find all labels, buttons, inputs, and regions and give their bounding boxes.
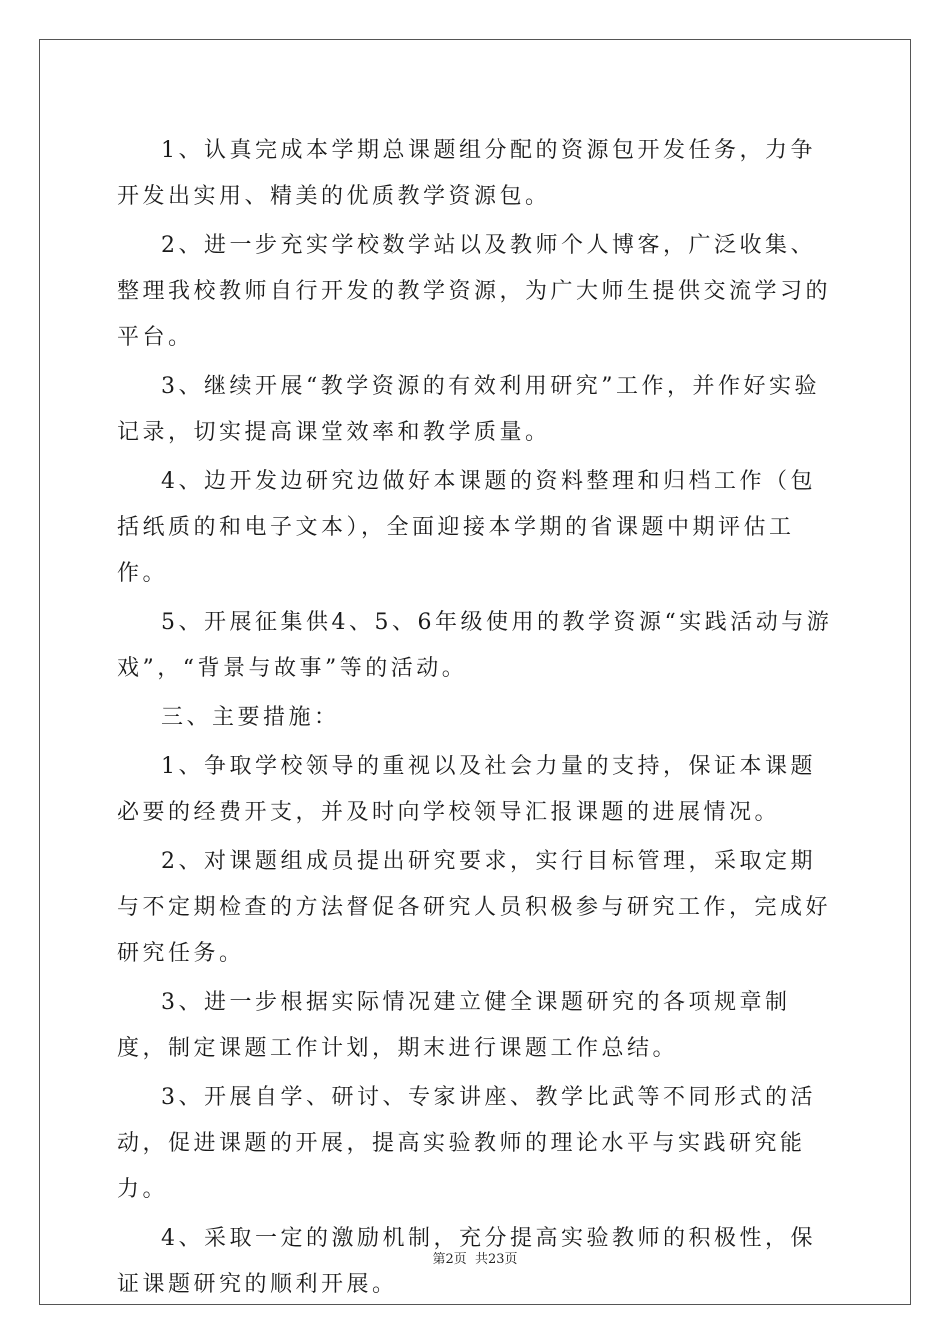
paragraph-goal-3: 3、继续开展“教学资源的有效利用研究”工作，并作好实验记录，切实提高课堂效率和教学质量。 [117, 374, 820, 445]
paragraph-measure-1: 1、争取学校领导的重视以及社会力量的支持，保证本课题必要的经费开支，并及时向学校领导汇报课题的进展情况。 [117, 754, 816, 825]
document-body [117, 128, 837, 1311]
paragraph-goal-5: 5、开展征集供4、5、6年级使用的教学资源“实践活动与游戏”，“背景与故事”等的活动。 [117, 610, 833, 681]
paragraph-goal-1: 1、认真完成本学期总课题组分配的资源包开发任务，力争开发出实用、精美的优质教学资源包。 [117, 138, 816, 209]
page-total: 共23页 [474, 1252, 518, 1267]
paragraph-measure-3b: 3、开展自学、研讨、专家讲座、教学比武等不同形式的活动，促进课题的开展，提高实验教师的理论水平与实践研究能力。 [117, 1085, 816, 1202]
paragraph-measure-4: 4、采取一定的激励机制，充分提高实验教师的积极性，保证课题研究的顺利开展。 [117, 1226, 816, 1297]
page-footer [0, 1248, 950, 1267]
paragraph-measure-2: 2、对课题组成员提出研究要求，实行目标管理，采取定期与不定期检查的方法督促各研究人员积极参与研究工作，完成好研究任务。 [117, 849, 832, 966]
section-heading-measures: 三、主要措施： [161, 705, 340, 730]
paragraph-goal-2: 2、进一步充实学校数学站以及教师个人博客，广泛收集、整理我校教师自行开发的教学资源，为广大师生提供交流学习的平台。 [117, 233, 832, 350]
paragraph-measure-3: 3、进一步根据实际情况建立健全课题研究的各项规章制度，制定课题工作计划，期末进行课题工作总结。 [117, 990, 791, 1061]
page-number: 第2页 [432, 1252, 467, 1267]
paragraph-goal-4: 4、边开发边研究边做好本课题的资料整理和归档工作（包括纸质的和电子文本），全面迎接本学期的省课题中期评估工作。 [117, 469, 816, 586]
